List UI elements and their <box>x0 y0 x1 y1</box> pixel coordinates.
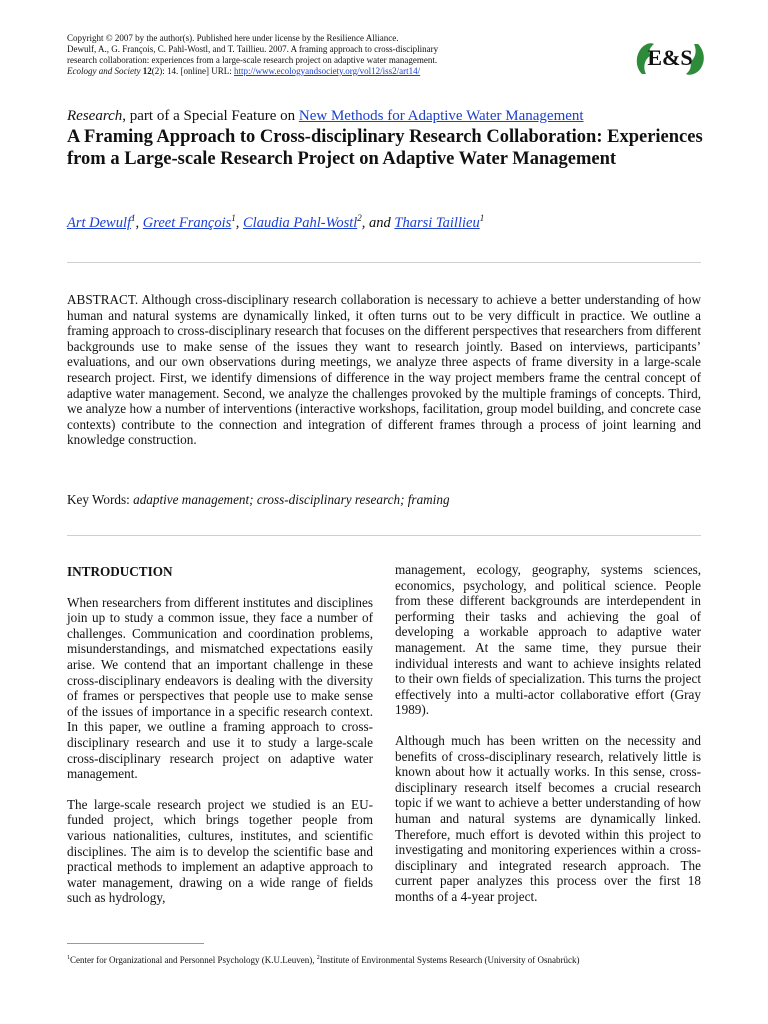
author-link[interactable]: Claudia Pahl-Wostl <box>243 214 358 231</box>
keywords <box>67 492 450 508</box>
affiliation-mark: 2 <box>357 213 362 223</box>
author-link[interactable]: Art Dewulf <box>67 214 132 231</box>
article-url-link[interactable]: http://www.ecologyandsociety.org/vol12/iss2/art14/ <box>233 66 421 76</box>
divider <box>67 535 701 536</box>
citation-line-2: research collaboration: experiences from a large-scale research project on adaptive water management. <box>67 55 438 65</box>
article-type: Research <box>67 108 123 124</box>
issue-info: (2): 14. [online] URL: <box>151 66 232 76</box>
author-list: Art Dewulf$^1$, Greet François$^1$, Claudia Pahl-Wostl$^2$, and Tharsi Taillieu$^1$ <box>67 213 485 231</box>
paragraph: management, ecology, geography, systems sciences, economics, psychology, and political science. People from these different backgrounds are interdependent in performing their tasks and achieving the goal of developing a workable approach to adaptive water management. At the same time, they pursue their individual interests and want to achieve insights related to their own fields of specialization. This turns the project effectively into a multi-actor collaborative effort (Gray 1989). <box>395 562 701 718</box>
section-connector: , part of a Special Feature on <box>122 108 296 124</box>
special-feature-link[interactable]: New Methods for Adaptive Water Management <box>298 108 584 124</box>
keywords-label: Key Words: <box>67 492 130 507</box>
footnote-divider <box>67 943 204 944</box>
affiliation-mark: 1 <box>231 213 236 223</box>
keywords-terms: adaptive management; cross-disciplinary research; framing <box>133 492 450 507</box>
volume-number: 12 <box>142 66 152 76</box>
logo-text: E&S <box>647 45 693 70</box>
section-heading: INTRODUCTION <box>67 564 173 579</box>
affiliation-footnote: $^1$Center for Organizational and Personnel Psychology (K.U.Leuven), $^2$Institute of Environmental Systems Research (University of Osnabrück) <box>67 955 580 965</box>
citation-line-1: Dewulf, A., G. François, C. Pahl-Wostl, and T. Taillieu. 2007. A framing approach to cross-disciplinary <box>67 44 439 54</box>
citation-line-3 <box>67 66 547 77</box>
divider <box>67 262 701 263</box>
affiliation-mark: 1 <box>479 213 485 223</box>
paragraph: The large-scale research project we studied is an EU-funded project, which brings together people from various nationalities, cultures, institutes, and scientific disciplines. The aim is to develop the scientific base and practical methods to implement an adaptive approach to water management, drawing on a wide range of fields such as hydrology, <box>67 796 373 906</box>
author-link[interactable]: Tharsi Taillieu <box>394 214 480 231</box>
abstract: ABSTRACT. Although cross-disciplinary research collaboration is necessary to achieve a better understanding of how human and natural systems are dynamically linked, it often turns out to be very difficult in practice. We outline a framing approach to cross-disciplinary research that focuses on the different perspectives that researchers from different backgrounds use to make sense of the issues they want to research jointly. Based on interviews, participants’ evaluations, and our own observations during meetings, we analyze three aspects of frame diversity in a large-scale research project. First, we identify dimensions of difference in the way project members frame the central concept of adaptive water management. Second, we analyze the challenges provoked by the multiple framings of concepts. Third, we analyze how a number of interventions (interactive workshops, facilitation, group model building, and concrete case contexts) contribute to the connection and integration of different frames through a process of joint learning and knowledge construction. <box>67 292 701 448</box>
paragraph: When researchers from different institutes and disciplines join up to study a common issue, they face a number of challenges. Communication and coordination problems, misunderstandings, and mismatched expectations easily arise. We contend that an important challenge in these cross-disciplinary endeavors is dealing with the diversity of frames or perspectives that people use to make sense of the issues of importance in a specific research context. In this paper, we outline a framing approach to cross-disciplinary research and use it to study a large-scale cross-disciplinary research project on adaptive water management. <box>67 594 373 782</box>
right-column <box>395 562 701 919</box>
left-column <box>67 562 373 921</box>
affiliation-mark: 1 <box>131 213 136 223</box>
copyright-notice: Copyright © 2007 by the author(s). Published here under license by the Resilience Alliance. <box>67 33 399 43</box>
author-link[interactable]: Greet François <box>142 214 232 231</box>
article-section <box>67 108 584 125</box>
journal-name: Ecology and Society <box>67 66 141 76</box>
citation-header <box>67 33 547 77</box>
es-logo <box>632 38 708 78</box>
paragraph: Although much has been written on the necessity and benefits of cross-disciplinary research, relatively little is known about how it actually works. In this sense, cross-disciplinary research itself becomes a crucial research topic if we want to achieve a better understanding of how human and natural systems are dynamically linked. Therefore, much effort is devoted within this project to investigating and monitoring experiences within a cross-disciplinary and integrated research approach. The current paper analyzes this process over the first 18 months of a 4-year project. <box>395 732 701 904</box>
article-title: A Framing Approach to Cross-disciplinary Research Collaboration: Experiences from a Large-scale Research Project on Adaptive Water Management <box>67 127 703 169</box>
